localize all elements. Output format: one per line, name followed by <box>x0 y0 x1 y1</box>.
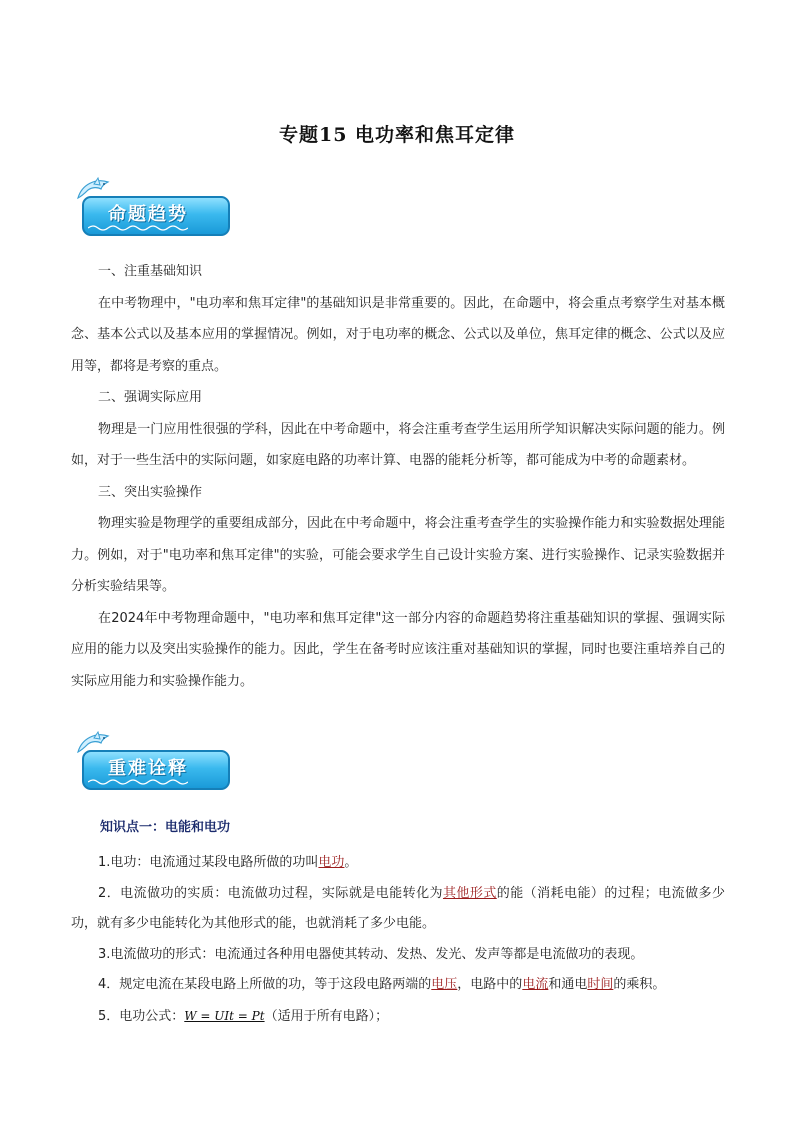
trend-paragraph-1: 在中考物理中，"电功率和焦耳定律"的基础知识是非常重要的。因此，在命题中，将会重点考察学生对基本概念、基本公式以及基本应用的掌握情况。例如，对于电功率的概念、公式以及单位，焦耳定律的概念、公式以及应用等，都将是考察的重点。 <box>71 295 725 374</box>
underlined-term: 电功 <box>318 855 345 870</box>
item-text: 2．电流做功的实质：电流做功过程，实际就是电能转化为 <box>98 885 443 901</box>
trend-section <box>71 256 725 697</box>
knowledge-items <box>71 848 725 1032</box>
item-text: 和通电 <box>548 977 588 992</box>
underlined-term: 时间 <box>587 977 614 992</box>
item-text: 的乘积。 <box>613 977 666 992</box>
trend-paragraph-4: 在2024年中考物理命题中，"电功率和焦耳定律"这一部分内容的命题趋势将注重基础知识的掌握、强调实际应用的能力以及突出实验操作的能力。因此，学生在备考时应该注重对基础知识的掌握，同时也要注重培养自己的实际应用能力和实验操作能力。 <box>71 610 725 689</box>
knowledge-point-heading: 知识点一：电能和电功 <box>100 820 231 835</box>
knowledge-item-3: 3.电流做功的形式：电流通过各种用电器使其转动、发热、发光、发声等都是电流做功的表现。 <box>98 946 644 962</box>
item-text: 。 <box>344 855 358 870</box>
trend-paragraph-3: 物理实验是物理学的重要组成部分，因此在中考命题中，将会注重考查学生的实验操作能力和实验数据处理能力。例如，对于"电功率和焦耳定律"的实验，可能会要求学生自己设计实验方案、进行实验操作、记录实验数据并分析实验结果等。 <box>71 516 725 594</box>
knowledge-item-2 <box>71 879 725 940</box>
trend-heading-2: 二、强调实际应用 <box>98 390 203 405</box>
item-text: 的能（消耗电能）的过程；电流做多少功，就有多少电能转化为其他形式的能，也就消耗了多少电能。 <box>71 885 725 931</box>
knowledge-item-1 <box>71 848 725 879</box>
underlined-term: 其他形式 <box>442 885 497 901</box>
item-text: 1.电功：电流通过某段电路所做的功叫 <box>98 855 319 870</box>
knowledge-item-5 <box>71 1001 725 1033</box>
item-text: 5．电功公式： <box>98 1008 185 1024</box>
trend-paragraph-2: 物理是一门应用性很强的学科，因此在中考命题中，将会注重考查学生运用所学知识解决实际问题的能力。例如，对于一些生活中的实际问题，如家庭电路的功率计算、电器的能耗分析等，都可能成为中考的命题素材。 <box>71 421 725 468</box>
underlined-term: 电流 <box>522 977 549 992</box>
page-title: 专题15 电功率和焦耳定律 <box>278 124 516 146</box>
trend-heading-1: 一、注重基础知识 <box>98 264 203 279</box>
knowledge-item-4 <box>71 970 725 1001</box>
wave-decoration <box>88 224 188 232</box>
trend-banner <box>80 190 232 236</box>
banner-label: 命题趋势 <box>108 204 188 225</box>
formula: W = UIt = Pt <box>184 1008 265 1023</box>
item-text: 4．规定电流在某段电路上所做的功，等于这段电路两端的 <box>98 977 432 992</box>
trend-heading-3: 三、突出实验操作 <box>98 484 203 500</box>
key-points-banner <box>80 744 232 790</box>
wave-decoration <box>88 778 188 786</box>
underlined-term: 电压 <box>431 977 458 992</box>
item-text: （适用于所有电路）； <box>264 1008 389 1024</box>
item-text: ，电路中的 <box>457 977 523 992</box>
banner-label: 重难诠释 <box>108 758 188 779</box>
